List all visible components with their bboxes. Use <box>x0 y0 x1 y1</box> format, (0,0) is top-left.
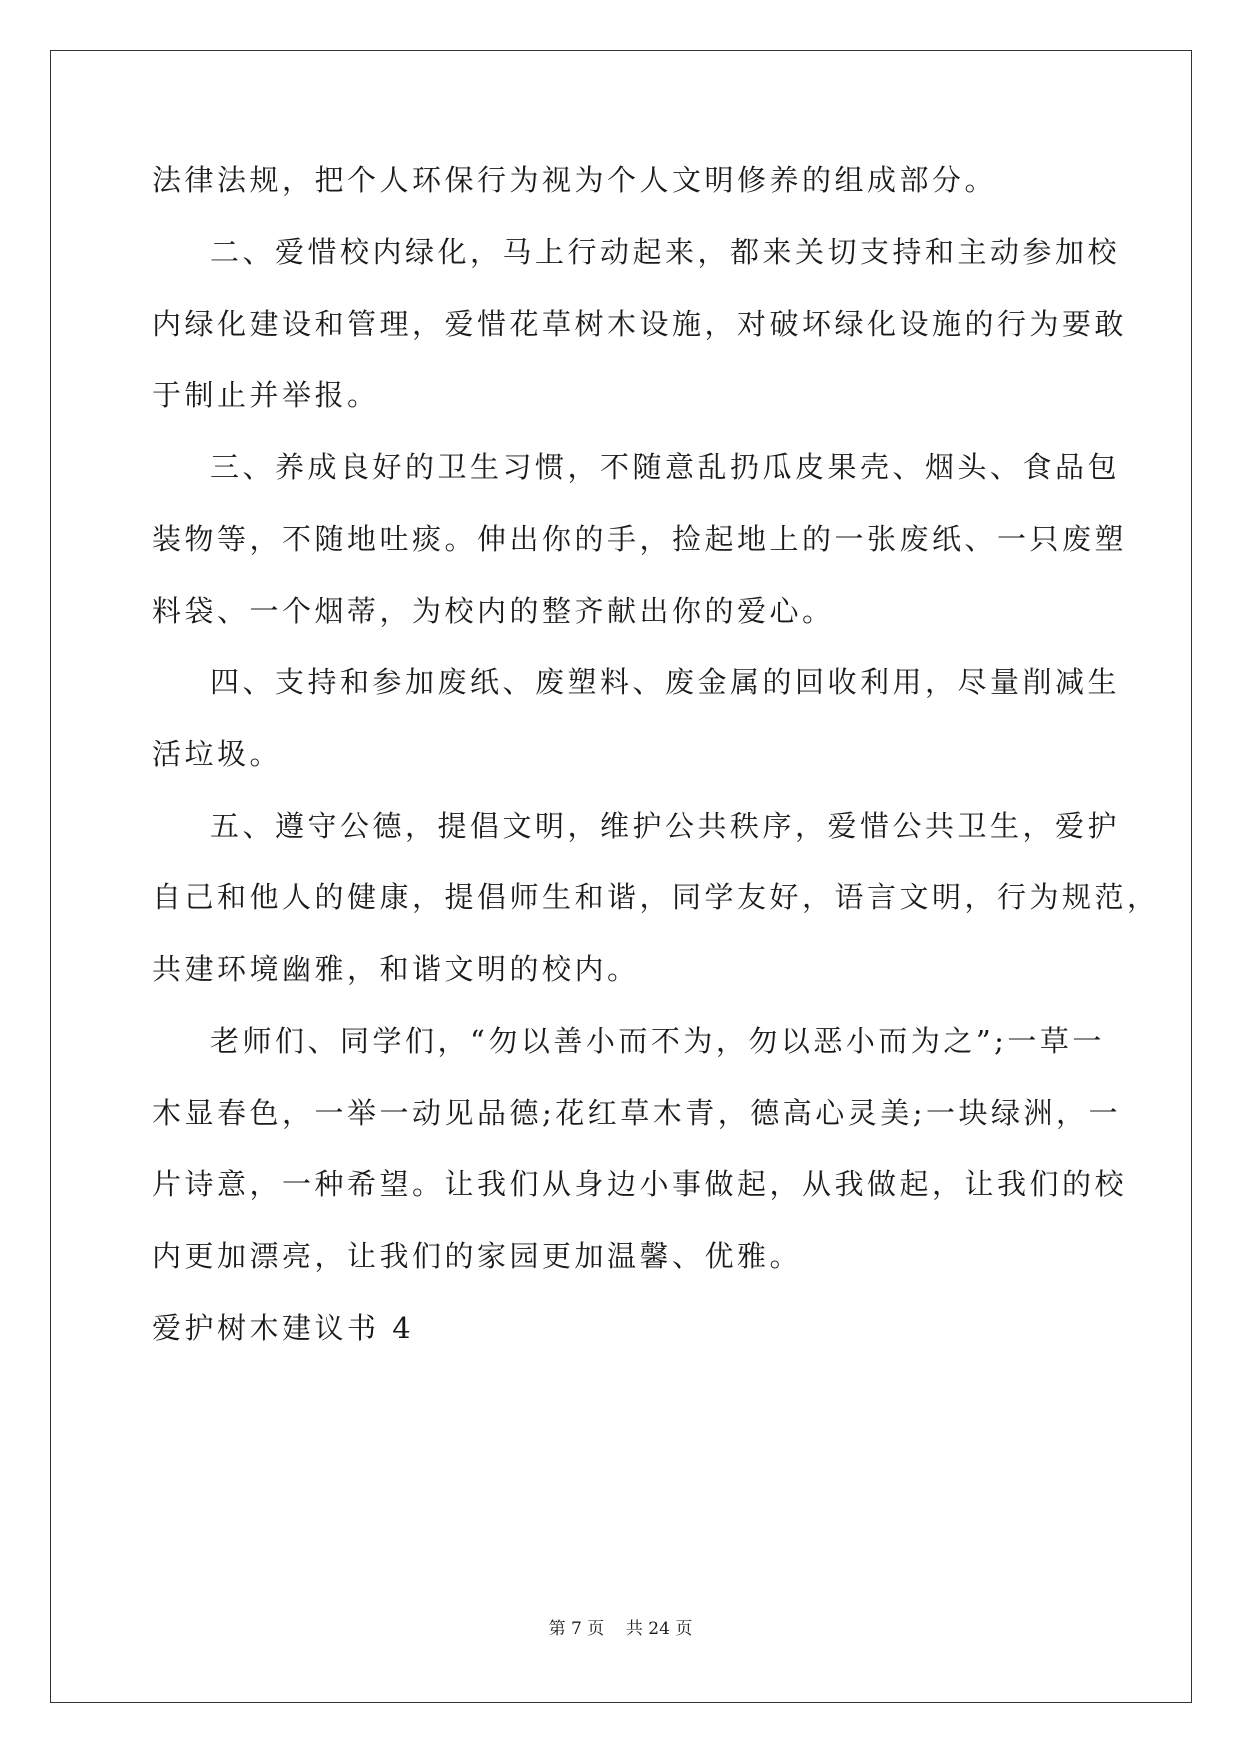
paragraph-start: 四、支持和参加废纸、废塑料、废金属的回收利用，尽量削减生 <box>210 665 1121 699</box>
text-line: 自己和他人的健康，提倡师生和谐，同学友好，语言文明，行为规范， <box>152 880 1160 914</box>
paragraph-start: 二、爱惜校内绿化，马上行动起来，都来关切支持和主动参加校 <box>210 235 1121 269</box>
text-line: 内更加漂亮，让我们的家园更加温馨、优雅。 <box>152 1239 803 1273</box>
text-line: 法律法规，把个人环保行为视为个人文明修养的组成部分。 <box>152 163 998 197</box>
text-line: 木显春色，一举一动见品德;花红草木青，德高心灵美;一块绿洲，一 <box>152 1096 1122 1130</box>
text-line: 内绿化建设和管理，爱惜花草树木设施，对破坏绿化设施的行为要敢 <box>152 307 1128 341</box>
paragraph-start: 五、遵守公德，提倡文明，维护公共秩序，爱惜公共卫生，爱护 <box>210 809 1121 843</box>
text-line: 料袋、一个烟蒂，为校内的整齐献出你的爱心。 <box>152 594 835 628</box>
text-line: 片诗意，一种希望。让我们从身边小事做起，从我做起，让我们的校 <box>152 1167 1128 1201</box>
text-line: 于制止并举报。 <box>152 378 380 412</box>
paragraph-start: 老师们、同学们，“勿以善小而不为，勿以恶小而为之”;一草一 <box>210 1024 1105 1058</box>
page-number: 第 7 页 共 24 页 <box>548 1619 693 1639</box>
paragraph-start: 三、养成良好的卫生习惯，不随意乱扔瓜皮果壳、烟头、食品包 <box>210 450 1121 484</box>
section-heading: 爱护树木建议书 4 <box>152 1311 415 1345</box>
text-line: 共建环境幽雅，和谐文明的校内。 <box>152 952 640 986</box>
text-line: 活垃圾。 <box>152 737 283 771</box>
text-line: 装物等，不随地吐痰。伸出你的手，捡起地上的一张废纸、一只废塑 <box>152 522 1128 556</box>
